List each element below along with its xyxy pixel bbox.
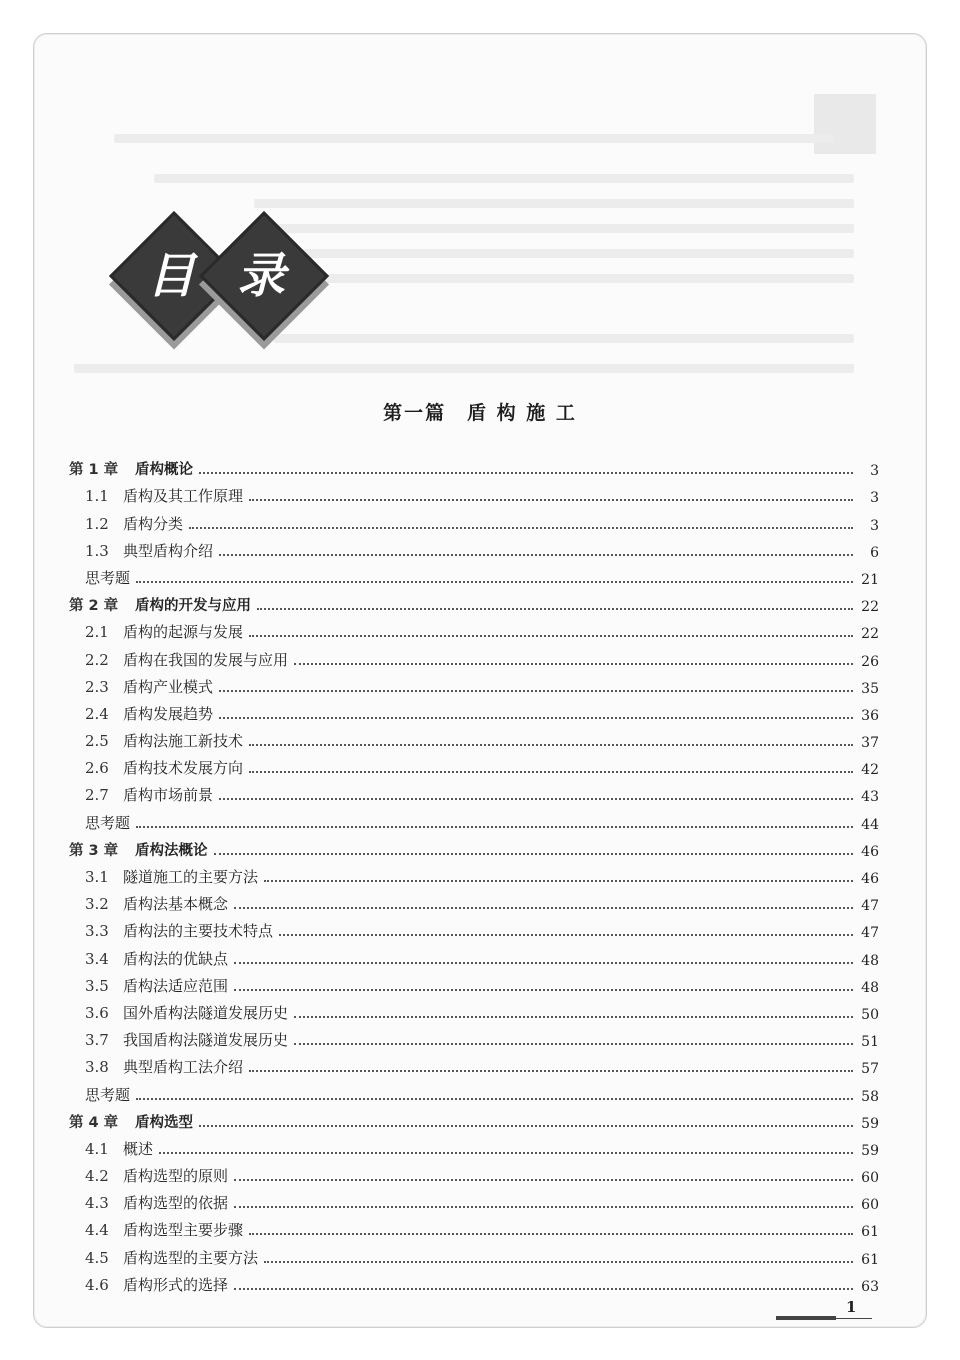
dot-leader	[279, 933, 853, 936]
toc-entry-title: 思考题	[85, 813, 131, 832]
dot-leader	[219, 716, 853, 719]
toc-entry-number: 3.8	[85, 1058, 109, 1077]
toc-entry-title: 思考题	[85, 1085, 131, 1104]
toc-entry-title: 盾构法概论	[135, 842, 208, 859]
bleed-through	[74, 364, 854, 373]
toc-entry-page: 3	[870, 463, 879, 480]
dot-leader	[249, 770, 853, 773]
toc-entry-title: 盾构选型主要步骤	[123, 1221, 244, 1240]
toc-entry-title: 盾构法的优缺点	[123, 949, 229, 968]
toc-entry-title: 盾构的开发与应用	[135, 598, 251, 615]
toc-chapter-row[interactable]	[69, 452, 879, 479]
toc-entry-label	[69, 540, 217, 561]
toc-entry-number: 3.4	[85, 949, 109, 968]
toc-entry-title: 盾构在我国的发展与应用	[123, 650, 289, 669]
toc-entry-page: 6	[870, 544, 879, 561]
toc-entry-page: 47	[861, 898, 879, 915]
toc-entry-page: 3	[870, 490, 879, 507]
toc-entry-page: 48	[861, 952, 879, 969]
toc-entry-label	[69, 730, 247, 751]
toc-heading-glyph: 录	[236, 248, 285, 304]
toc-entry-title: 盾构分类	[123, 514, 184, 533]
toc-entry-label	[69, 1138, 157, 1159]
toc-entry-page: 42	[861, 762, 879, 779]
dot-leader	[199, 471, 853, 474]
toc-entry-number: 1.3	[85, 541, 109, 560]
toc-section-row[interactable]	[69, 778, 879, 805]
toc-entry-page: 57	[861, 1061, 879, 1078]
toc-section-row[interactable]	[69, 1132, 879, 1159]
toc-entry-page: 63	[861, 1278, 879, 1295]
toc-entry-number: 4.4	[85, 1221, 109, 1240]
toc-entry-title: 盾构选型的原则	[123, 1167, 229, 1186]
toc-entry-title: 盾构概论	[135, 462, 193, 479]
page-number: 1	[846, 1298, 857, 1316]
dot-leader	[199, 1124, 853, 1127]
toc-section-row[interactable]	[69, 1268, 879, 1295]
bleed-through	[814, 94, 876, 154]
dot-leader	[234, 1178, 853, 1181]
toc-entry-page: 47	[861, 925, 879, 942]
toc-entry-title: 典型盾构介绍	[123, 541, 214, 560]
toc-entry-label	[69, 1111, 197, 1132]
toc-entry-page: 61	[861, 1224, 879, 1241]
toc-entry-title: 隧道施工的主要方法	[123, 868, 259, 886]
toc-entry-number: 4.5	[85, 1248, 109, 1267]
toc-section-row[interactable]	[69, 941, 879, 968]
toc-entry-page: 60	[861, 1197, 879, 1214]
toc-entry-page: 61	[861, 1251, 879, 1268]
toc-entry-label	[69, 920, 277, 941]
dot-leader	[234, 961, 853, 964]
toc-entry-page: 50	[861, 1006, 879, 1023]
dot-leader	[294, 1042, 853, 1045]
toc-entry-page: 58	[861, 1088, 879, 1105]
toc-entry-page: 22	[861, 626, 879, 643]
toc-entry-number: 2.5	[85, 732, 109, 751]
toc-entry-page: 35	[861, 680, 879, 697]
toc-entry-label	[69, 812, 134, 833]
toc-entry-label	[69, 1084, 134, 1105]
toc-entry-title: 盾构及其工作原理	[123, 487, 244, 506]
toc-entry-title: 盾构选型的主要方法	[123, 1248, 259, 1267]
toc-entry-label	[69, 1056, 247, 1077]
toc-entry-label	[69, 784, 217, 805]
toc-entry-label	[69, 975, 232, 996]
dot-leader	[189, 526, 853, 529]
toc-entry-page: 48	[861, 979, 879, 996]
toc-section-row[interactable]	[69, 670, 879, 697]
toc-entry-page: 37	[861, 735, 879, 752]
toc-entry-label	[69, 948, 232, 969]
part-title: 第一篇 盾 构 施 工	[383, 402, 577, 424]
toc-entry-label	[69, 1192, 232, 1213]
toc-entry-number: 第 3 章	[69, 842, 119, 859]
toc-entry-label	[69, 513, 187, 534]
toc-entry-number: 4.6	[85, 1275, 109, 1294]
toc-entry-page: 44	[861, 816, 879, 833]
toc-section-row[interactable]	[69, 1213, 879, 1240]
toc-entry-title: 盾构的起源与发展	[123, 623, 244, 642]
toc-entry-title: 盾构形式的选择	[123, 1275, 229, 1294]
toc-entry-title: 概述	[123, 1139, 154, 1158]
toc-entry-page: 51	[861, 1034, 879, 1051]
toc-entry-number: 第 4 章	[69, 1114, 119, 1131]
toc-entry-title: 盾构技术发展方向	[123, 759, 244, 778]
bleed-through	[274, 334, 854, 343]
toc-entry-number: 4.3	[85, 1194, 109, 1213]
toc-entry-label	[69, 1274, 232, 1295]
toc-chapter-row[interactable]	[69, 588, 879, 615]
toc-entry-label	[69, 893, 232, 914]
toc-section-row[interactable]	[69, 724, 879, 751]
toc-entry-page: 43	[861, 789, 879, 806]
toc-entry-title: 我国盾构法隧道发展历史	[123, 1031, 289, 1050]
toc-entry-number: 第 1 章	[69, 462, 119, 479]
bleed-through	[114, 134, 834, 143]
toc-entry-page: 3	[870, 517, 879, 534]
toc-section-row[interactable]	[69, 615, 879, 642]
toc-entry-number: 2.3	[85, 677, 109, 696]
toc-entry-label	[69, 866, 262, 887]
toc-entry-title: 国外盾构法隧道发展历史	[123, 1003, 289, 1022]
toc-entry-label	[69, 839, 212, 860]
toc-section-row[interactable]	[69, 969, 879, 996]
toc-entry-number: 2.4	[85, 704, 109, 723]
dot-leader	[249, 1069, 853, 1072]
footer-bar	[776, 1316, 836, 1320]
toc-entry-label	[69, 649, 292, 670]
toc-entry-label	[69, 1247, 262, 1268]
toc-questions-row[interactable]	[69, 1077, 879, 1104]
toc-entry-page: 46	[861, 843, 879, 860]
dot-leader	[294, 1015, 853, 1018]
toc-questions-row[interactable]	[69, 805, 879, 832]
toc-entry-label	[69, 1029, 292, 1050]
toc-entry-page: 22	[861, 599, 879, 616]
toc-entry-page: 21	[861, 571, 879, 588]
dot-leader	[234, 1287, 853, 1290]
toc-entry-page: 59	[861, 1142, 879, 1159]
toc-entry-label	[69, 485, 247, 506]
toc-entry-label	[69, 567, 134, 588]
toc-entry-label	[69, 621, 247, 642]
toc-entry-number: 2.1	[85, 623, 109, 642]
toc-entry-label	[69, 703, 217, 724]
dot-leader	[136, 825, 853, 828]
bleed-through	[274, 274, 854, 283]
toc-section-row[interactable]	[69, 1186, 879, 1213]
toc-entry-label	[69, 458, 197, 479]
toc-entry-title: 盾构法基本概念	[123, 895, 229, 914]
toc-section-row[interactable]	[69, 479, 879, 506]
toc-entry-title: 盾构发展趋势	[123, 704, 214, 723]
toc-entry-page: 26	[861, 653, 879, 670]
dot-leader	[249, 498, 853, 501]
toc-entry-number: 2.7	[85, 786, 109, 805]
toc-entry-number: 3.2	[85, 895, 109, 914]
toc-section-row[interactable]	[69, 996, 879, 1023]
toc-section-row[interactable]	[69, 914, 879, 941]
toc-entry-number: 2.6	[85, 759, 109, 778]
toc-entry-number: 3.3	[85, 922, 109, 941]
dot-leader	[219, 689, 853, 692]
toc-entry-title: 盾构法的主要技术特点	[123, 922, 274, 941]
toc-entry-number: 1.2	[85, 514, 109, 533]
dot-leader	[264, 879, 853, 882]
toc-chapter-row[interactable]	[69, 1105, 879, 1132]
toc-entry-number: 4.1	[85, 1139, 109, 1158]
bleed-through	[154, 174, 854, 183]
toc-entry-number: 2.2	[85, 650, 109, 669]
toc-entry-number: 3.7	[85, 1031, 109, 1050]
toc-entry-label	[69, 1002, 292, 1023]
toc-entry-title: 盾构法适应范围	[123, 976, 229, 995]
toc-entry-title: 典型盾构工法介绍	[123, 1058, 244, 1077]
toc-entry-number: 第 2 章	[69, 598, 119, 615]
toc-entry-page: 59	[861, 1115, 879, 1132]
toc-heading-glyph: 目	[146, 248, 195, 304]
dot-leader	[136, 580, 853, 583]
toc-entry-page: 60	[861, 1170, 879, 1187]
toc-entry-title: 思考题	[85, 568, 131, 587]
dot-leader	[214, 852, 854, 855]
dot-leader	[234, 988, 853, 991]
toc-chapter-row[interactable]	[69, 833, 879, 860]
bleed-through	[254, 224, 854, 233]
dot-leader	[219, 553, 853, 556]
footer-rule	[836, 1318, 872, 1319]
toc-entry-number: 1.1	[85, 487, 109, 506]
table-of-contents	[69, 452, 879, 1295]
dot-leader	[136, 1097, 853, 1100]
toc-entry-label	[69, 1219, 247, 1240]
bleed-through	[254, 199, 854, 208]
toc-entry-number: 3.5	[85, 976, 109, 995]
toc-entry-number: 3.6	[85, 1003, 109, 1022]
toc-entry-number: 3.1	[85, 868, 109, 886]
toc-section-row[interactable]	[69, 1050, 879, 1077]
document-page	[33, 33, 927, 1328]
bleed-through	[254, 249, 854, 258]
dot-leader	[219, 797, 853, 800]
dot-leader	[257, 607, 853, 610]
toc-entry-page: 36	[861, 707, 879, 724]
toc-section-row[interactable]	[69, 534, 879, 561]
toc-entry-title: 盾构法施工新技术	[123, 732, 244, 751]
toc-entry-page: 46	[861, 871, 879, 887]
toc-entry-label	[69, 676, 217, 697]
dot-leader	[249, 1232, 853, 1235]
toc-section-row[interactable]	[69, 751, 879, 778]
toc-entry-label	[69, 757, 247, 778]
toc-section-row[interactable]	[69, 642, 879, 669]
toc-entry-title: 盾构选型的依据	[123, 1194, 229, 1213]
dot-leader	[234, 1205, 853, 1208]
dot-leader	[249, 634, 853, 637]
toc-entry-number: 4.2	[85, 1167, 109, 1186]
dot-leader	[294, 662, 853, 665]
dot-leader	[264, 1260, 853, 1263]
toc-section-row[interactable]	[69, 1023, 879, 1050]
toc-heading-logo	[112, 216, 332, 356]
toc-questions-row[interactable]	[69, 561, 879, 588]
toc-section-row[interactable]	[69, 860, 879, 887]
toc-section-row[interactable]	[69, 697, 879, 724]
toc-entry-title: 盾构产业模式	[123, 677, 214, 696]
toc-section-row[interactable]	[69, 1159, 879, 1186]
toc-entry-title: 盾构市场前景	[123, 786, 214, 805]
toc-entry-title: 盾构选型	[135, 1114, 193, 1131]
dot-leader	[159, 1151, 853, 1154]
toc-section-row[interactable]	[69, 506, 879, 533]
toc-section-row[interactable]	[69, 1240, 879, 1267]
dot-leader	[249, 743, 853, 746]
dot-leader	[234, 906, 853, 909]
toc-section-row[interactable]	[69, 887, 879, 914]
toc-entry-label	[69, 594, 255, 615]
toc-entry-label	[69, 1165, 232, 1186]
